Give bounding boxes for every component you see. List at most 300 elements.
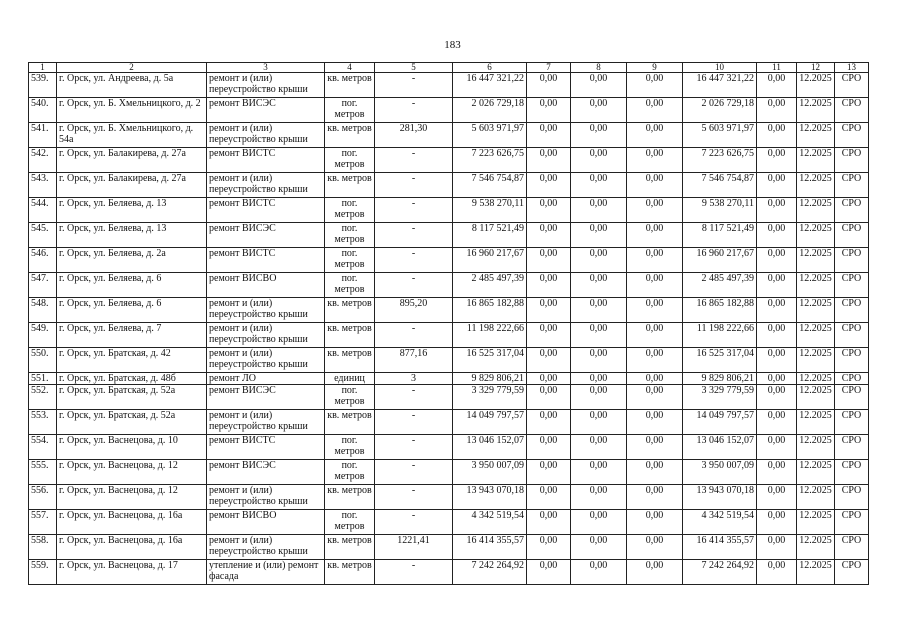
deadline-cell: 12.2025 — [797, 248, 835, 273]
unit-cell: кв. метров — [325, 123, 375, 148]
work-type-cell: ремонт и (или) переустройство крыши — [207, 535, 325, 560]
col8-cell: 0,00 — [571, 223, 627, 248]
address-cell: г. Орск, ул. Васнецова, д. 12 — [57, 485, 207, 510]
quantity-cell: - — [375, 173, 453, 198]
column-number-row — [29, 63, 869, 73]
work-type-cell: ремонт ВИСЭС — [207, 385, 325, 410]
deadline-cell: 12.2025 — [797, 298, 835, 323]
col10-cost-cell: 14 049 797,57 — [683, 410, 757, 435]
col-header-4: 4 — [325, 63, 375, 73]
deadline-cell: 12.2025 — [797, 323, 835, 348]
source-cell: СРО — [835, 198, 869, 223]
address-cell: г. Орск, ул. Братская, д. 52а — [57, 410, 207, 435]
col-header-13: 13 — [835, 63, 869, 73]
table-row — [29, 435, 869, 460]
work-type-cell: ремонт ВИСТС — [207, 435, 325, 460]
deadline-cell: 12.2025 — [797, 223, 835, 248]
total-cost-cell: 7 242 264,92 — [453, 560, 527, 585]
col7-cell: 0,00 — [527, 323, 571, 348]
col7-cell: 0,00 — [527, 123, 571, 148]
deadline-cell: 12.2025 — [797, 148, 835, 173]
col10-cost-cell: 16 865 182,88 — [683, 298, 757, 323]
row-number: 557. — [29, 510, 57, 535]
col10-cost-cell: 2 026 729,18 — [683, 98, 757, 123]
col7-cell: 0,00 — [527, 435, 571, 460]
deadline-cell: 12.2025 — [797, 348, 835, 373]
unit-cell: пог. метров — [325, 273, 375, 298]
col11-cell: 0,00 — [757, 410, 797, 435]
col11-cell: 0,00 — [757, 198, 797, 223]
table-row — [29, 148, 869, 173]
address-cell: г. Орск, ул. Беляева, д. 2а — [57, 248, 207, 273]
table-row — [29, 510, 869, 535]
col8-cell: 0,00 — [571, 173, 627, 198]
work-type-cell: ремонт ВИСЭС — [207, 98, 325, 123]
col7-cell: 0,00 — [527, 198, 571, 223]
quantity-cell: - — [375, 98, 453, 123]
source-cell: СРО — [835, 298, 869, 323]
col10-cost-cell: 8 117 521,49 — [683, 223, 757, 248]
deadline-cell: 12.2025 — [797, 485, 835, 510]
unit-cell: кв. метров — [325, 173, 375, 198]
col8-cell: 0,00 — [571, 348, 627, 373]
work-type-cell: ремонт и (или) переустройство крыши — [207, 323, 325, 348]
col8-cell: 0,00 — [571, 510, 627, 535]
work-type-cell: ремонт ВИСТС — [207, 148, 325, 173]
col11-cell: 0,00 — [757, 298, 797, 323]
unit-cell: кв. метров — [325, 560, 375, 585]
total-cost-cell: 9 829 806,21 — [453, 373, 527, 385]
col7-cell: 0,00 — [527, 348, 571, 373]
col9-cell: 0,00 — [627, 348, 683, 373]
col10-cost-cell: 3 950 007,09 — [683, 460, 757, 485]
col10-cost-cell: 2 485 497,39 — [683, 273, 757, 298]
unit-cell: кв. метров — [325, 323, 375, 348]
total-cost-cell: 16 525 317,04 — [453, 348, 527, 373]
col9-cell: 0,00 — [627, 535, 683, 560]
col11-cell: 0,00 — [757, 323, 797, 348]
work-type-cell: ремонт и (или) переустройство крыши — [207, 298, 325, 323]
col-header-2: 2 — [57, 63, 207, 73]
address-cell: г. Орск, ул. Б. Хмельницкого, д. 54а — [57, 123, 207, 148]
quantity-cell: 3 — [375, 373, 453, 385]
address-cell: г. Орск, ул. Беляева, д. 13 — [57, 223, 207, 248]
source-cell: СРО — [835, 460, 869, 485]
col10-cost-cell: 13 046 152,07 — [683, 435, 757, 460]
address-cell: г. Орск, ул. Андреева, д. 5а — [57, 73, 207, 98]
row-number: 556. — [29, 485, 57, 510]
total-cost-cell: 2 026 729,18 — [453, 98, 527, 123]
quantity-cell: - — [375, 323, 453, 348]
table-row — [29, 198, 869, 223]
table-row — [29, 535, 869, 560]
col11-cell: 0,00 — [757, 123, 797, 148]
col10-cost-cell: 13 943 070,18 — [683, 485, 757, 510]
address-cell: г. Орск, ул. Беляева, д. 13 — [57, 198, 207, 223]
quantity-cell: - — [375, 410, 453, 435]
col-header-6: 6 — [453, 63, 527, 73]
source-cell: СРО — [835, 385, 869, 410]
row-number: 548. — [29, 298, 57, 323]
quantity-cell: - — [375, 73, 453, 98]
col7-cell: 0,00 — [527, 148, 571, 173]
row-number: 549. — [29, 323, 57, 348]
quantity-cell: - — [375, 560, 453, 585]
work-type-cell: ремонт и (или) переустройство крыши — [207, 410, 325, 435]
table-row — [29, 173, 869, 198]
col8-cell: 0,00 — [571, 373, 627, 385]
quantity-cell: - — [375, 485, 453, 510]
row-number: 558. — [29, 535, 57, 560]
col9-cell: 0,00 — [627, 385, 683, 410]
col10-cost-cell: 3 329 779,59 — [683, 385, 757, 410]
quantity-cell: - — [375, 248, 453, 273]
col9-cell: 0,00 — [627, 560, 683, 585]
source-cell: СРО — [835, 123, 869, 148]
col-header-10: 10 — [683, 63, 757, 73]
col9-cell: 0,00 — [627, 248, 683, 273]
col7-cell: 0,00 — [527, 298, 571, 323]
work-type-cell: ремонт и (или) переустройство крыши — [207, 123, 325, 148]
total-cost-cell: 11 198 222,66 — [453, 323, 527, 348]
address-cell: г. Орск, ул. Беляева, д. 6 — [57, 298, 207, 323]
col9-cell: 0,00 — [627, 510, 683, 535]
col8-cell: 0,00 — [571, 198, 627, 223]
row-number: 542. — [29, 148, 57, 173]
row-number: 552. — [29, 385, 57, 410]
unit-cell: пог. метров — [325, 223, 375, 248]
address-cell: г. Орск, ул. Братская, д. 52а — [57, 385, 207, 410]
table-row — [29, 410, 869, 435]
work-type-cell: ремонт ВИСТС — [207, 248, 325, 273]
address-cell: г. Орск, ул. Беляева, д. 7 — [57, 323, 207, 348]
quantity-cell: - — [375, 273, 453, 298]
unit-cell: пог. метров — [325, 510, 375, 535]
work-type-cell: ремонт ВИСТС — [207, 198, 325, 223]
col10-cost-cell: 16 447 321,22 — [683, 73, 757, 98]
source-cell: СРО — [835, 348, 869, 373]
work-type-cell: ремонт и (или) переустройство крыши — [207, 73, 325, 98]
deadline-cell: 12.2025 — [797, 198, 835, 223]
row-number: 555. — [29, 460, 57, 485]
unit-cell: кв. метров — [325, 73, 375, 98]
deadline-cell: 12.2025 — [797, 435, 835, 460]
total-cost-cell: 16 865 182,88 — [453, 298, 527, 323]
row-number: 540. — [29, 98, 57, 123]
col10-cost-cell: 7 546 754,87 — [683, 173, 757, 198]
total-cost-cell: 13 046 152,07 — [453, 435, 527, 460]
col-header-3: 3 — [207, 63, 325, 73]
unit-cell: кв. метров — [325, 485, 375, 510]
col9-cell: 0,00 — [627, 273, 683, 298]
col8-cell: 0,00 — [571, 73, 627, 98]
col11-cell: 0,00 — [757, 373, 797, 385]
col8-cell: 0,00 — [571, 535, 627, 560]
unit-cell: пог. метров — [325, 198, 375, 223]
unit-cell: кв. метров — [325, 535, 375, 560]
quantity-cell: 895,20 — [375, 298, 453, 323]
col-header-1: 1 — [29, 63, 57, 73]
unit-cell: пог. метров — [325, 148, 375, 173]
col8-cell: 0,00 — [571, 98, 627, 123]
unit-cell: пог. метров — [325, 98, 375, 123]
work-type-cell: ремонт ВИСЭС — [207, 460, 325, 485]
row-number: 559. — [29, 560, 57, 585]
work-type-cell: ремонт и (или) переустройство крыши — [207, 173, 325, 198]
deadline-cell: 12.2025 — [797, 560, 835, 585]
total-cost-cell: 7 546 754,87 — [453, 173, 527, 198]
col11-cell: 0,00 — [757, 560, 797, 585]
col10-cost-cell: 4 342 519,54 — [683, 510, 757, 535]
col11-cell: 0,00 — [757, 223, 797, 248]
col9-cell: 0,00 — [627, 323, 683, 348]
row-number: 543. — [29, 173, 57, 198]
quantity-cell: - — [375, 148, 453, 173]
quantity-cell: - — [375, 510, 453, 535]
table-row — [29, 485, 869, 510]
address-cell: г. Орск, ул. Васнецова, д. 12 — [57, 460, 207, 485]
row-number: 545. — [29, 223, 57, 248]
col9-cell: 0,00 — [627, 148, 683, 173]
source-cell: СРО — [835, 73, 869, 98]
source-cell: СРО — [835, 485, 869, 510]
table-body — [29, 63, 869, 585]
col8-cell: 0,00 — [571, 385, 627, 410]
col9-cell: 0,00 — [627, 460, 683, 485]
page-number: 183 — [444, 39, 461, 51]
quantity-cell: 877,16 — [375, 348, 453, 373]
deadline-cell: 12.2025 — [797, 123, 835, 148]
source-cell: СРО — [835, 560, 869, 585]
row-number: 550. — [29, 348, 57, 373]
col7-cell: 0,00 — [527, 273, 571, 298]
col10-cost-cell: 16 960 217,67 — [683, 248, 757, 273]
col8-cell: 0,00 — [571, 148, 627, 173]
total-cost-cell: 16 960 217,67 — [453, 248, 527, 273]
col10-cost-cell: 16 525 317,04 — [683, 348, 757, 373]
col10-cost-cell: 5 603 971,97 — [683, 123, 757, 148]
table-row — [29, 373, 869, 385]
row-number: 539. — [29, 73, 57, 98]
address-cell: г. Орск, ул. Б. Хмельницкого, д. 2 — [57, 98, 207, 123]
table-row — [29, 248, 869, 273]
col9-cell: 0,00 — [627, 123, 683, 148]
col-header-8: 8 — [571, 63, 627, 73]
col11-cell: 0,00 — [757, 385, 797, 410]
col8-cell: 0,00 — [571, 485, 627, 510]
table-row — [29, 273, 869, 298]
source-cell: СРО — [835, 323, 869, 348]
total-cost-cell: 5 603 971,97 — [453, 123, 527, 148]
col9-cell: 0,00 — [627, 223, 683, 248]
total-cost-cell: 4 342 519,54 — [453, 510, 527, 535]
col7-cell: 0,00 — [527, 73, 571, 98]
col8-cell: 0,00 — [571, 435, 627, 460]
unit-cell: пог. метров — [325, 460, 375, 485]
deadline-cell: 12.2025 — [797, 373, 835, 385]
col11-cell: 0,00 — [757, 535, 797, 560]
col11-cell: 0,00 — [757, 485, 797, 510]
col7-cell: 0,00 — [527, 535, 571, 560]
col7-cell: 0,00 — [527, 385, 571, 410]
address-cell: г. Орск, ул. Васнецова, д. 16а — [57, 535, 207, 560]
deadline-cell: 12.2025 — [797, 73, 835, 98]
deadline-cell: 12.2025 — [797, 98, 835, 123]
unit-cell: кв. метров — [325, 298, 375, 323]
table-row — [29, 460, 869, 485]
total-cost-cell: 2 485 497,39 — [453, 273, 527, 298]
total-cost-cell: 13 943 070,18 — [453, 485, 527, 510]
total-cost-cell: 8 117 521,49 — [453, 223, 527, 248]
col10-cost-cell: 7 242 264,92 — [683, 560, 757, 585]
col7-cell: 0,00 — [527, 223, 571, 248]
source-cell: СРО — [835, 98, 869, 123]
unit-cell: кв. метров — [325, 348, 375, 373]
col11-cell: 0,00 — [757, 348, 797, 373]
deadline-cell: 12.2025 — [797, 410, 835, 435]
source-cell: СРО — [835, 273, 869, 298]
address-cell: г. Орск, ул. Беляева, д. 6 — [57, 273, 207, 298]
total-cost-cell: 16 414 355,57 — [453, 535, 527, 560]
col11-cell: 0,00 — [757, 73, 797, 98]
col10-cost-cell: 16 414 355,57 — [683, 535, 757, 560]
deadline-cell: 12.2025 — [797, 173, 835, 198]
col8-cell: 0,00 — [571, 248, 627, 273]
col10-cost-cell: 9 538 270,11 — [683, 198, 757, 223]
col11-cell: 0,00 — [757, 148, 797, 173]
table-row — [29, 385, 869, 410]
work-type-cell: ремонт ЛО — [207, 373, 325, 385]
work-type-cell: ремонт ВИСЭС — [207, 223, 325, 248]
work-type-cell: ремонт ВИСВО — [207, 273, 325, 298]
address-cell: г. Орск, ул. Братская, д. 42 — [57, 348, 207, 373]
col10-cost-cell: 7 223 626,75 — [683, 148, 757, 173]
address-cell: г. Орск, ул. Васнецова, д. 10 — [57, 435, 207, 460]
col-header-9: 9 — [627, 63, 683, 73]
source-cell: СРО — [835, 223, 869, 248]
deadline-cell: 12.2025 — [797, 460, 835, 485]
source-cell: СРО — [835, 148, 869, 173]
col8-cell: 0,00 — [571, 560, 627, 585]
unit-cell: пог. метров — [325, 435, 375, 460]
table-row — [29, 560, 869, 585]
table-row — [29, 298, 869, 323]
col9-cell: 0,00 — [627, 98, 683, 123]
col7-cell: 0,00 — [527, 485, 571, 510]
row-number: 546. — [29, 248, 57, 273]
col-header-11: 11 — [757, 63, 797, 73]
deadline-cell: 12.2025 — [797, 385, 835, 410]
work-type-cell: утепление и (или) ремонт фасада — [207, 560, 325, 585]
total-cost-cell: 7 223 626,75 — [453, 148, 527, 173]
col8-cell: 0,00 — [571, 323, 627, 348]
col-header-7: 7 — [527, 63, 571, 73]
quantity-cell: - — [375, 223, 453, 248]
table-row — [29, 223, 869, 248]
works-table — [28, 62, 869, 585]
row-number: 553. — [29, 410, 57, 435]
source-cell: СРО — [835, 435, 869, 460]
col11-cell: 0,00 — [757, 98, 797, 123]
col7-cell: 0,00 — [527, 373, 571, 385]
col11-cell: 0,00 — [757, 173, 797, 198]
unit-cell: пог. метров — [325, 248, 375, 273]
col7-cell: 0,00 — [527, 98, 571, 123]
col11-cell: 0,00 — [757, 510, 797, 535]
col7-cell: 0,00 — [527, 248, 571, 273]
quantity-cell: - — [375, 460, 453, 485]
col10-cost-cell: 11 198 222,66 — [683, 323, 757, 348]
table-row — [29, 73, 869, 98]
table-row — [29, 348, 869, 373]
row-number: 547. — [29, 273, 57, 298]
col-header-5: 5 — [375, 63, 453, 73]
work-type-cell: ремонт и (или) переустройство крыши — [207, 485, 325, 510]
work-type-cell: ремонт ВИСВО — [207, 510, 325, 535]
unit-cell: пог. метров — [325, 385, 375, 410]
col7-cell: 0,00 — [527, 173, 571, 198]
col9-cell: 0,00 — [627, 485, 683, 510]
source-cell: СРО — [835, 510, 869, 535]
col8-cell: 0,00 — [571, 410, 627, 435]
total-cost-cell: 3 950 007,09 — [453, 460, 527, 485]
col10-cost-cell: 9 829 806,21 — [683, 373, 757, 385]
quantity-cell: 1221,41 — [375, 535, 453, 560]
quantity-cell: - — [375, 435, 453, 460]
row-number: 541. — [29, 123, 57, 148]
source-cell: СРО — [835, 373, 869, 385]
deadline-cell: 12.2025 — [797, 273, 835, 298]
source-cell: СРО — [835, 173, 869, 198]
col9-cell: 0,00 — [627, 173, 683, 198]
unit-cell: единиц — [325, 373, 375, 385]
col8-cell: 0,00 — [571, 273, 627, 298]
source-cell: СРО — [835, 535, 869, 560]
work-type-cell: ремонт и (или) переустройство крыши — [207, 348, 325, 373]
col-header-12: 12 — [797, 63, 835, 73]
total-cost-cell: 3 329 779,59 — [453, 385, 527, 410]
col7-cell: 0,00 — [527, 460, 571, 485]
table-row — [29, 323, 869, 348]
col11-cell: 0,00 — [757, 435, 797, 460]
deadline-cell: 12.2025 — [797, 535, 835, 560]
row-number: 554. — [29, 435, 57, 460]
source-cell: СРО — [835, 410, 869, 435]
total-cost-cell: 14 049 797,57 — [453, 410, 527, 435]
address-cell: г. Орск, ул. Братская, д. 48б — [57, 373, 207, 385]
col7-cell: 0,00 — [527, 560, 571, 585]
total-cost-cell: 16 447 321,22 — [453, 73, 527, 98]
total-cost-cell: 9 538 270,11 — [453, 198, 527, 223]
col9-cell: 0,00 — [627, 298, 683, 323]
address-cell: г. Орск, ул. Васнецова, д. 16а — [57, 510, 207, 535]
col9-cell: 0,00 — [627, 73, 683, 98]
unit-cell: кв. метров — [325, 410, 375, 435]
col8-cell: 0,00 — [571, 460, 627, 485]
col7-cell: 0,00 — [527, 410, 571, 435]
col11-cell: 0,00 — [757, 248, 797, 273]
col8-cell: 0,00 — [571, 298, 627, 323]
col7-cell: 0,00 — [527, 510, 571, 535]
deadline-cell: 12.2025 — [797, 510, 835, 535]
row-number: 544. — [29, 198, 57, 223]
col11-cell: 0,00 — [757, 460, 797, 485]
quantity-cell: - — [375, 385, 453, 410]
address-cell: г. Орск, ул. Васнецова, д. 17 — [57, 560, 207, 585]
col11-cell: 0,00 — [757, 273, 797, 298]
col9-cell: 0,00 — [627, 410, 683, 435]
table-row — [29, 98, 869, 123]
